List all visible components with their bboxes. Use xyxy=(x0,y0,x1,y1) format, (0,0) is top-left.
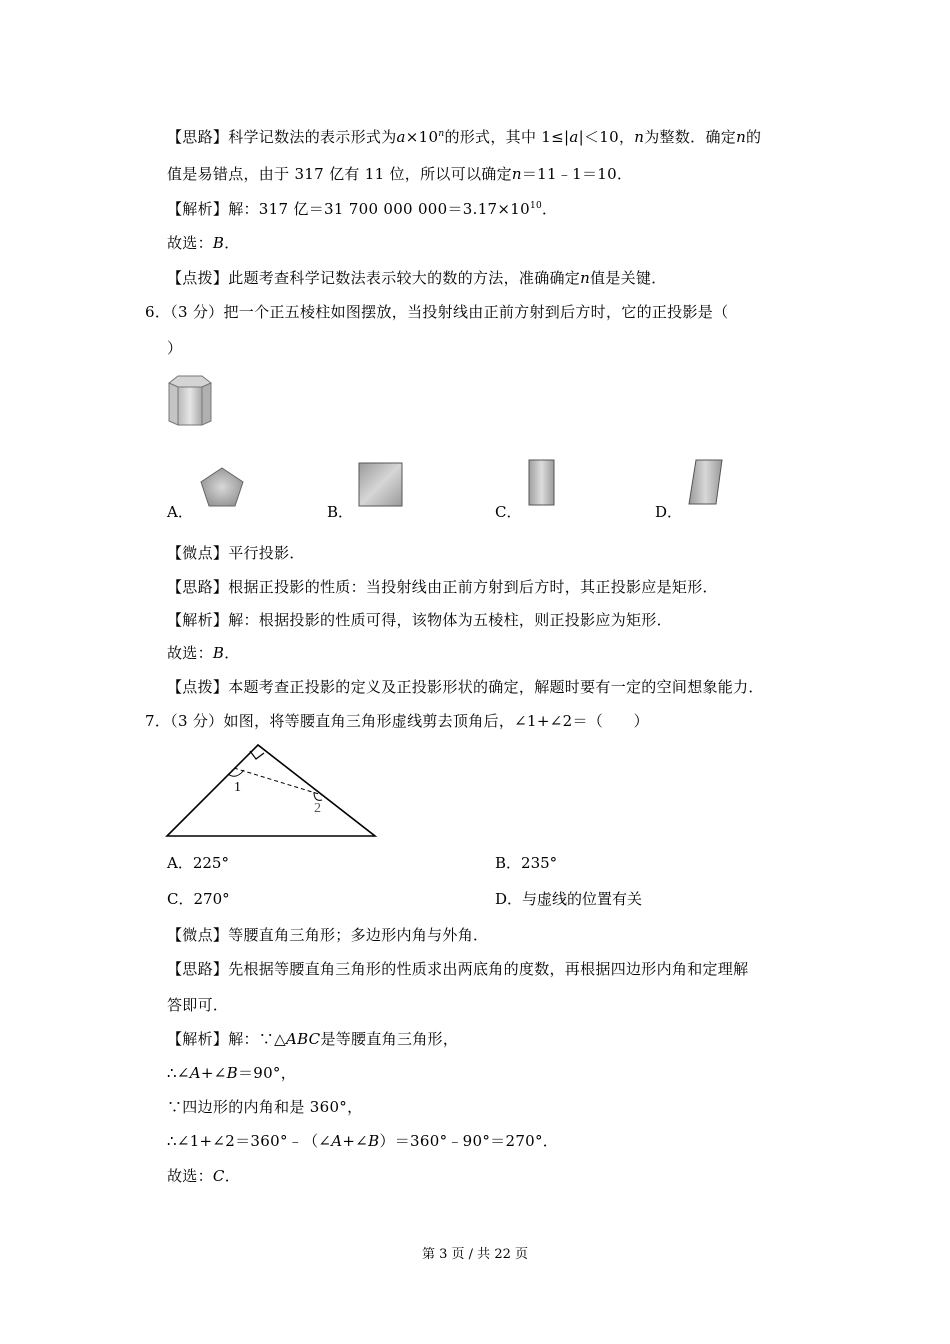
var: n xyxy=(580,269,591,287)
text: 值是关键． xyxy=(590,269,667,287)
q7-silu-line2: 答即可． xyxy=(167,996,229,1014)
text: ． xyxy=(224,234,240,252)
var: n xyxy=(634,128,645,146)
q5-jiexi xyxy=(167,199,557,219)
text: ＝90°， xyxy=(237,1064,297,1082)
text: 【点拨】此题考查科学记数法表示较大的数的方法，准确确定 xyxy=(167,269,581,287)
var: n xyxy=(511,165,522,183)
exponent: n xyxy=(438,129,445,139)
exponent: 10 xyxy=(529,201,542,211)
q7-option-b[interactable]: B．235° xyxy=(495,854,558,872)
q7-jiexi-line4 xyxy=(167,1131,558,1151)
q6-option-b[interactable]: B． xyxy=(327,503,354,521)
q6-stem-line1 xyxy=(145,302,728,322)
q7-weidian: 【微点】等腰直角三角形；多边形内角与外角． xyxy=(167,926,489,944)
q7-option-c[interactable]: C．270° xyxy=(167,890,230,908)
dashed-cut-line xyxy=(234,768,322,795)
angle-2-label: 2 xyxy=(314,801,321,816)
var: A xyxy=(189,1064,201,1082)
text: ）＝360°﹣90°＝270°． xyxy=(379,1132,559,1150)
var: a xyxy=(396,128,406,146)
pentagonal-prism-figure xyxy=(166,373,214,429)
q7-option-d[interactable]: D．与虚线的位置有关 xyxy=(495,890,643,908)
q5-silu-line2 xyxy=(167,164,632,184)
option-a-pentagon-shape xyxy=(199,466,245,508)
q7-option-a[interactable]: A．225° xyxy=(167,854,229,872)
text: （3 分）如图，将等腰直角三角形虚线剪去顶角后，∠1+∠2＝（ ） xyxy=(170,712,649,730)
page-footer: 第 3 页 / 共 22 页 xyxy=(422,1247,528,1262)
var: a xyxy=(569,128,579,146)
q7-stem xyxy=(145,711,649,731)
q7-jiexi-line1 xyxy=(167,1029,458,1049)
triangle-outline xyxy=(167,745,375,836)
text: 的 xyxy=(746,128,762,146)
var: n xyxy=(736,128,747,146)
q5-silu-line1 xyxy=(167,127,761,147)
var: B xyxy=(368,1132,380,1150)
answer-letter: B xyxy=(212,644,225,662)
var: B xyxy=(226,1064,238,1082)
answer-letter: B xyxy=(212,234,225,252)
q6-silu: 【思路】根据正投影的性质：当投射线由正前方射到后方时，其正投影应是矩形． xyxy=(167,578,718,596)
q6-weidian: 【微点】平行投影． xyxy=(167,544,305,562)
q6-dianbo: 【点拨】本题考查正投影的定义及正投影形状的确定，解题时要有一定的空间想象能力． xyxy=(167,678,764,696)
text: +∠ xyxy=(342,1132,369,1150)
text: +∠ xyxy=(200,1064,227,1082)
question-number: 7． xyxy=(145,712,171,730)
text: 【解析】解：∵△ xyxy=(167,1030,286,1048)
text: ＝11﹣1＝10． xyxy=(521,165,633,183)
var: ABC xyxy=(285,1030,321,1048)
isosceles-right-triangle-figure xyxy=(164,740,380,840)
q5-answer xyxy=(167,233,240,253)
q6-jiexi: 【解析】解：根据投影的性质可得，该物体为五棱柱，则正投影应为矩形． xyxy=(167,611,672,629)
option-b-square-shape xyxy=(358,462,404,508)
q5-dianbo xyxy=(167,268,667,288)
text: （3 分）把一个正五棱柱如图摆放，当投射线由正前方射到后方时，它的正投影是（ xyxy=(170,303,729,321)
q6-option-c[interactable]: C． xyxy=(495,503,522,521)
q6-answer xyxy=(167,643,240,663)
text: ． xyxy=(542,200,558,218)
text: 故选： xyxy=(167,234,213,252)
text: 为整数．确定 xyxy=(644,128,737,146)
text: ∴∠1+∠2＝360°﹣（∠ xyxy=(167,1132,332,1150)
answer-letter: C xyxy=(212,1167,225,1185)
text: |＜10， xyxy=(578,128,635,146)
text: ． xyxy=(224,1167,240,1185)
q6-option-d[interactable]: D． xyxy=(655,503,683,521)
q6-stem-line2 xyxy=(167,338,182,358)
text: ） xyxy=(167,339,183,357)
q7-jiexi-line2 xyxy=(167,1063,296,1083)
q7-silu-line1: 【思路】先根据等腰直角三角形的性质求出两底角的度数，再根据四边形内角和定理解 xyxy=(167,960,749,978)
q6-option-a[interactable]: A． xyxy=(167,503,193,521)
text: ∴∠ xyxy=(167,1064,190,1082)
text: 【思路】科学记数法的表示形式为 xyxy=(167,128,397,146)
text: 是等腰直角三角形， xyxy=(320,1030,459,1048)
text: 的形式，其中 1≤| xyxy=(444,128,570,146)
q7-jiexi-line3: ∵四边形的内角和是 360°， xyxy=(167,1098,363,1116)
text: 值是易错点，由于 317 亿有 11 位，所以可以确定 xyxy=(167,165,512,183)
angle-1-label: 1 xyxy=(234,780,241,795)
text: 【解析】解：317 亿＝31 700 000 000＝3.17×10 xyxy=(167,200,530,218)
text: 故选： xyxy=(167,644,213,662)
text: 故选： xyxy=(167,1167,213,1185)
option-d-parallelogram-shape xyxy=(687,458,725,506)
option-c-rectangle-shape xyxy=(528,459,556,507)
right-angle-mark xyxy=(250,751,264,759)
question-number: 6． xyxy=(145,303,171,321)
text: ×10 xyxy=(405,128,439,146)
var: A xyxy=(331,1132,343,1150)
q7-answer xyxy=(167,1166,240,1186)
text: ． xyxy=(224,644,240,662)
